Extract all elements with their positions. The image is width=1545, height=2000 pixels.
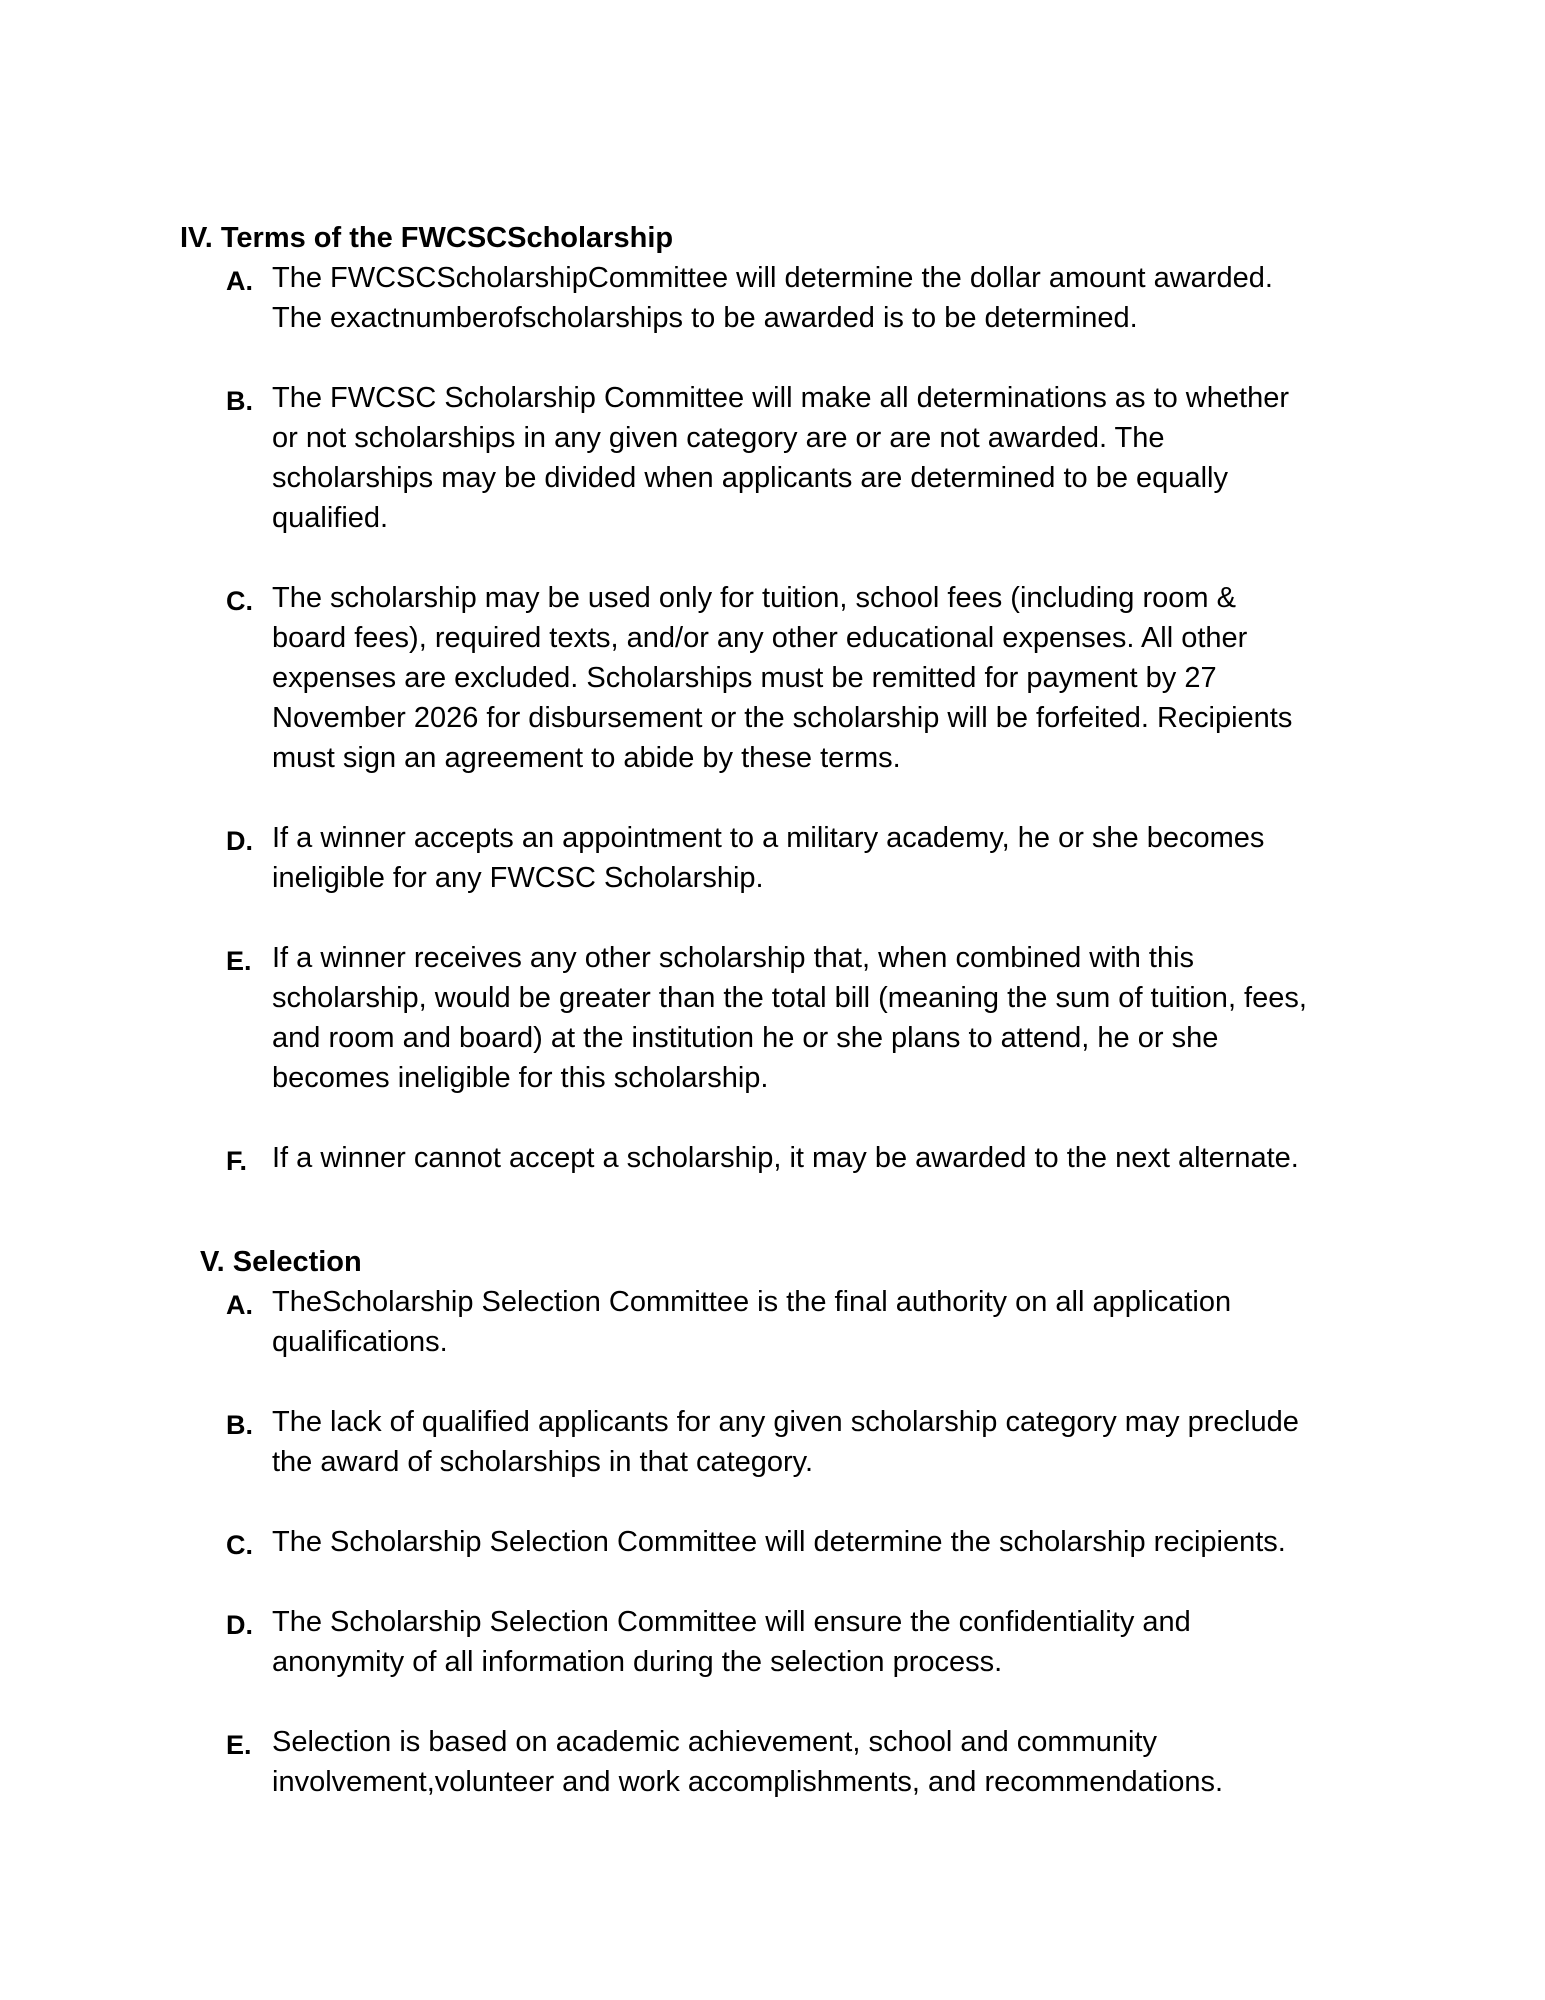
item-letter: D. bbox=[226, 1610, 253, 1640]
list-item bbox=[0, 1602, 1372, 1682]
item-text-line: expenses are excluded. Scholarships must be remitted for payment by 27 bbox=[272, 662, 1217, 694]
section-terms bbox=[0, 218, 1545, 1178]
item-text-line: The scholarship may be used only for tuition, school fees (including room & bbox=[272, 582, 1236, 614]
item-text-line: The Scholarship Selection Committee will determine the scholarship recipients. bbox=[272, 1526, 1286, 1558]
item-letter: C. bbox=[226, 1530, 253, 1560]
item-letter: F. bbox=[226, 1146, 248, 1176]
item-text-line: scholarships may be divided when applicants are determined to be equally bbox=[272, 462, 1228, 494]
list-item bbox=[0, 1722, 1372, 1802]
item-text-line: The FWCSC Scholarship Committee will make all determinations as to whether bbox=[272, 382, 1289, 414]
item-letter: E. bbox=[226, 1730, 252, 1760]
item-text-line: and room and board) at the institution he or she plans to attend, he or she bbox=[272, 1022, 1219, 1054]
list-item bbox=[0, 378, 1372, 538]
item-text-line: anonymity of all information during the selection process. bbox=[272, 1646, 1003, 1678]
item-text-line: qualified. bbox=[272, 502, 389, 534]
item-text-line: The lack of qualified applicants for any given scholarship category may preclude bbox=[272, 1406, 1299, 1438]
item-text-line: becomes ineligible for this scholarship. bbox=[272, 1062, 769, 1094]
item-letter: C. bbox=[226, 586, 253, 616]
section-heading: V. Selection bbox=[200, 1246, 362, 1278]
item-text-line: November 2026 for disbursement or the scholarship will be forfeited. Recipients bbox=[272, 702, 1293, 734]
item-letter: A. bbox=[226, 1290, 253, 1320]
item-text-line: ineligible for any FWCSC Scholarship. bbox=[272, 862, 764, 894]
item-letter: B. bbox=[226, 1410, 253, 1440]
item-letter: B. bbox=[226, 386, 253, 416]
item-text-line: or not scholarships in any given category are or are not awarded. The bbox=[272, 422, 1165, 454]
item-text-line: involvement,volunteer and work accomplishments, and recommendations. bbox=[272, 1766, 1224, 1798]
item-text-line: scholarship, would be greater than the total bill (meaning the sum of tuition, fees, bbox=[272, 982, 1307, 1014]
item-text-line: The FWCSCScholarshipCommittee will determine the dollar amount awarded. bbox=[272, 262, 1273, 294]
list-item bbox=[0, 258, 1372, 338]
item-text-line: must sign an agreement to abide by these terms. bbox=[272, 742, 901, 774]
item-letter: D. bbox=[226, 826, 253, 856]
item-text-line: If a winner accepts an appointment to a military academy, he or she becomes bbox=[272, 822, 1265, 854]
item-text-line: Selection is based on academic achievement, school and community bbox=[272, 1726, 1157, 1758]
list-item bbox=[0, 1282, 1372, 1362]
item-letter: A. bbox=[226, 266, 253, 296]
item-text-line: the award of scholarships in that category. bbox=[272, 1446, 814, 1478]
section-heading: IV. Terms of the FWCSCScholarship bbox=[180, 222, 674, 254]
list-item bbox=[0, 938, 1372, 1098]
list-item bbox=[0, 578, 1372, 778]
item-text-line: If a winner cannot accept a scholarship, it may be awarded to the next alternate. bbox=[272, 1142, 1299, 1174]
item-text-line: qualifications. bbox=[272, 1326, 448, 1358]
item-text-line: If a winner receives any other scholarship that, when combined with this bbox=[272, 942, 1195, 974]
item-letter: E. bbox=[226, 946, 252, 976]
list-item bbox=[0, 1522, 1372, 1562]
list-item bbox=[0, 818, 1372, 898]
section-selection bbox=[0, 1242, 1545, 1802]
item-text-line: The exactnumberofscholarships to be awarded is to be determined. bbox=[272, 302, 1138, 334]
item-text-line: board fees), required texts, and/or any other educational expenses. All other bbox=[272, 622, 1248, 654]
list-item bbox=[0, 1138, 1372, 1178]
item-text-line: The Scholarship Selection Committee will ensure the confidentiality and bbox=[272, 1606, 1191, 1638]
item-text-line: TheScholarship Selection Committee is the final authority on all application bbox=[272, 1286, 1232, 1318]
list-item bbox=[0, 1402, 1372, 1482]
